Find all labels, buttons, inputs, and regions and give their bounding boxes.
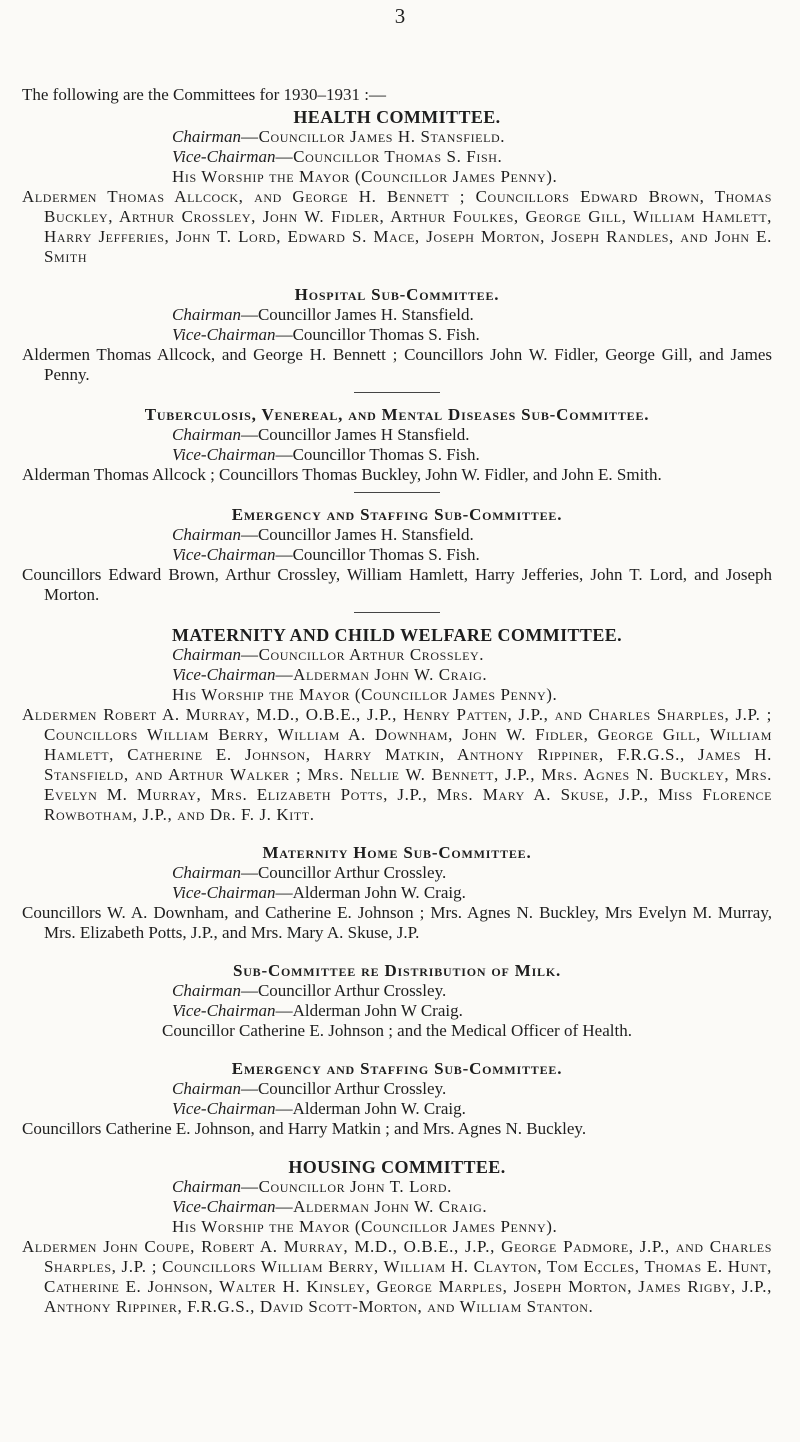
vice-chairman-line [172, 1197, 772, 1217]
sub-committee-title: Emergency and Staffing Sub-Committee. [231, 1059, 563, 1078]
chairman-role: Chairman [172, 127, 241, 146]
members-list: Aldermen Thomas Allcock, and George H. Bennett ; Councillors John W. Fidler, George Gill, and James Penny. [22, 345, 772, 384]
health-committee [22, 107, 772, 267]
milk-distribution-sub-committee [22, 961, 772, 1041]
chairman-line [172, 645, 772, 665]
members-list: Aldermen Robert A. Murray, M.D., O.B.E., J.P., Henry Patten, J.P., and Charles Sharples, J.P. ; Councillors William Berry, William A. Downham, John W. Fidler, George Gill, William Hamlett, Catherine E. Johnson, Harry Matkin, Anthony Rippiner, F.R.G.S., James H. Stansfield, and Arthur Walker ; Mrs. Nellie W. Bennett, J.P., Mrs. Agnes N. Buckley, Mrs. Evelyn M. Murray, Mrs. Elizabeth Potts, J.P., Mrs. Mary A. Skuse, J.P., Miss Florence Rowbotham, J.P., and Dr. F. J. Kitt. [22, 705, 772, 824]
chairman-name: —Councillor John T. Lord. [240, 1177, 453, 1196]
sub-committee-title: Emergency and Staffing Sub-Committee. [231, 505, 563, 524]
divider [354, 492, 440, 493]
page-number: 3 [394, 4, 406, 28]
chairman-line [172, 1177, 772, 1197]
chairman-name: —Councillor James H Stansfield. [240, 425, 470, 444]
tuberculosis-sub-committee [22, 405, 772, 485]
members-list: Aldermen Thomas Allcock, and George H. Bennett ; Councillors Edward Brown, Thomas Buckley, Arthur Crossley, John W. Fidler, Arthur Foulkes, George Gill, William Hamlett, Harry Jefferies, John T. Lord, Edward S. Mace, Joseph Morton, Joseph Randles, and John E. Smith [22, 187, 772, 266]
mayor-line: His Worship the Mayor (Councillor James Penny). [172, 685, 558, 704]
vice-chairman-name: —Alderman John W. Craig. [275, 1099, 466, 1118]
sub-committee-title: Sub-Committee re Distribution of Milk. [232, 961, 562, 980]
vice-chairman-role: Vice-Chairman [172, 445, 276, 464]
vice-chairman-role: Vice-Chairman [172, 1001, 276, 1020]
chairman-role: Chairman [172, 305, 241, 324]
committee-title: HEALTH COMMITTEE. [293, 107, 501, 127]
committee-title: HOUSING COMMITTEE. [288, 1157, 506, 1177]
chairman-role: Chairman [172, 645, 241, 664]
mayor-line: His Worship the Mayor (Councillor James Penny). [172, 167, 558, 186]
vice-chairman-role: Vice-Chairman [172, 1099, 276, 1118]
chairman-name: —Councillor Arthur Crossley. [240, 863, 447, 882]
members-list: Councillor Catherine E. Johnson ; and the Medical Officer of Health. [162, 1021, 632, 1040]
housing-committee [22, 1157, 772, 1317]
vice-chairman-name: —Councillor Thomas S. Fish. [275, 147, 503, 166]
sub-committee-title: Tuberculosis, Venereal, and Mental Diseases Sub-Committee. [144, 405, 650, 424]
vice-chairman-role: Vice-Chairman [172, 325, 276, 344]
committee-title: MATERNITY AND CHILD WELFARE COMMITTEE. [171, 625, 623, 645]
vice-chairman-name: —Councillor Thomas S. Fish. [275, 445, 480, 464]
chairman-name: —Councillor Arthur Crossley. [240, 1079, 447, 1098]
vice-chairman-role: Vice-Chairman [172, 1197, 276, 1216]
hospital-sub-committee [22, 285, 772, 385]
chairman-name: —Councillor James H. Stansfield. [240, 127, 506, 146]
chairman-line [172, 305, 772, 325]
chairman-name: —Councillor James H. Stansfield. [240, 305, 474, 324]
members-list: Alderman Thomas Allcock ; Councillors Thomas Buckley, John W. Fidler, and John E. Smith. [22, 465, 662, 484]
chairman-line [172, 863, 772, 883]
vice-chairman-name: —Alderman John W. Craig. [275, 665, 488, 684]
chairman-role: Chairman [172, 1079, 241, 1098]
chairman-role: Chairman [172, 981, 241, 1000]
chairman-line [172, 1079, 772, 1099]
vice-chairman-name: —Alderman John W. Craig. [275, 883, 466, 902]
vice-chairman-role: Vice-Chairman [172, 665, 276, 684]
chairman-line [172, 425, 772, 445]
divider [354, 612, 440, 613]
members-list: Councillors Edward Brown, Arthur Crossley, William Hamlett, Harry Jefferies, John T. Lord, and Joseph Morton. [22, 565, 772, 604]
vice-chairman-line [172, 1001, 772, 1021]
emergency-staffing-sub-committee-2 [22, 1059, 772, 1139]
divider [354, 392, 440, 393]
vice-chairman-role: Vice-Chairman [172, 883, 276, 902]
maternity-home-sub-committee [22, 843, 772, 943]
chairman-role: Chairman [172, 1177, 241, 1196]
mayor-line: His Worship the Mayor (Councillor James Penny). [172, 1217, 558, 1236]
chairman-role: Chairman [172, 425, 241, 444]
sub-committee-title: Maternity Home Sub-Committee. [262, 843, 532, 862]
vice-chairman-line [172, 147, 772, 167]
members-list: Councillors W. A. Downham, and Catherine E. Johnson ; Mrs. Agnes N. Buckley, Mrs Evelyn M. Murray, Mrs. Elizabeth Potts, J.P., and Mrs. Mary A. Skuse, J.P. [22, 903, 772, 942]
vice-chairman-line [172, 545, 772, 565]
chairman-name: —Councillor Arthur Crossley. [240, 645, 485, 664]
vice-chairman-line [172, 883, 772, 903]
vice-chairman-name: —Councillor Thomas S. Fish. [275, 545, 480, 564]
members-list: Councillors Catherine E. Johnson, and Harry Matkin ; and Mrs. Agnes N. Buckley. [22, 1119, 587, 1138]
chairman-line [172, 981, 772, 1001]
vice-chairman-role: Vice-Chairman [172, 147, 276, 166]
vice-chairman-name: —Councillor Thomas S. Fish. [275, 325, 480, 344]
vice-chairman-line [172, 445, 772, 465]
chairman-name: —Councillor Arthur Crossley. [240, 981, 447, 1000]
vice-chairman-line [172, 325, 772, 345]
sub-committee-title: Hospital Sub-Committee. [294, 285, 500, 304]
vice-chairman-name: —Alderman John W Craig. [275, 1001, 463, 1020]
chairman-line [172, 127, 772, 147]
vice-chairman-line [172, 1099, 772, 1119]
emergency-staffing-sub-committee [22, 505, 772, 605]
members-list: Aldermen John Coupe, Robert A. Murray, M.D., O.B.E., J.P., George Padmore, J.P., and Charles Sharples, J.P. ; Councillors William Berry, William H. Clayton, Tom Eccles, Thomas E. Hunt, Catherine E. Johnson, Walter H. Kinsley, George Marples, Joseph Morton, James Rigby, J.P., Anthony Rippiner, F.R.G.S., David Scott-Morton, and William Stanton. [22, 1237, 772, 1316]
chairman-role: Chairman [172, 863, 241, 882]
chairman-name: —Councillor James H. Stansfield. [240, 525, 474, 544]
maternity-committee [22, 625, 772, 825]
vice-chairman-line [172, 665, 772, 685]
chairman-role: Chairman [172, 525, 241, 544]
chairman-line [172, 525, 772, 545]
vice-chairman-name: —Alderman John W. Craig. [275, 1197, 488, 1216]
vice-chairman-role: Vice-Chairman [172, 545, 276, 564]
intro-line: The following are the Committees for 1930–1931 :— [22, 85, 387, 104]
